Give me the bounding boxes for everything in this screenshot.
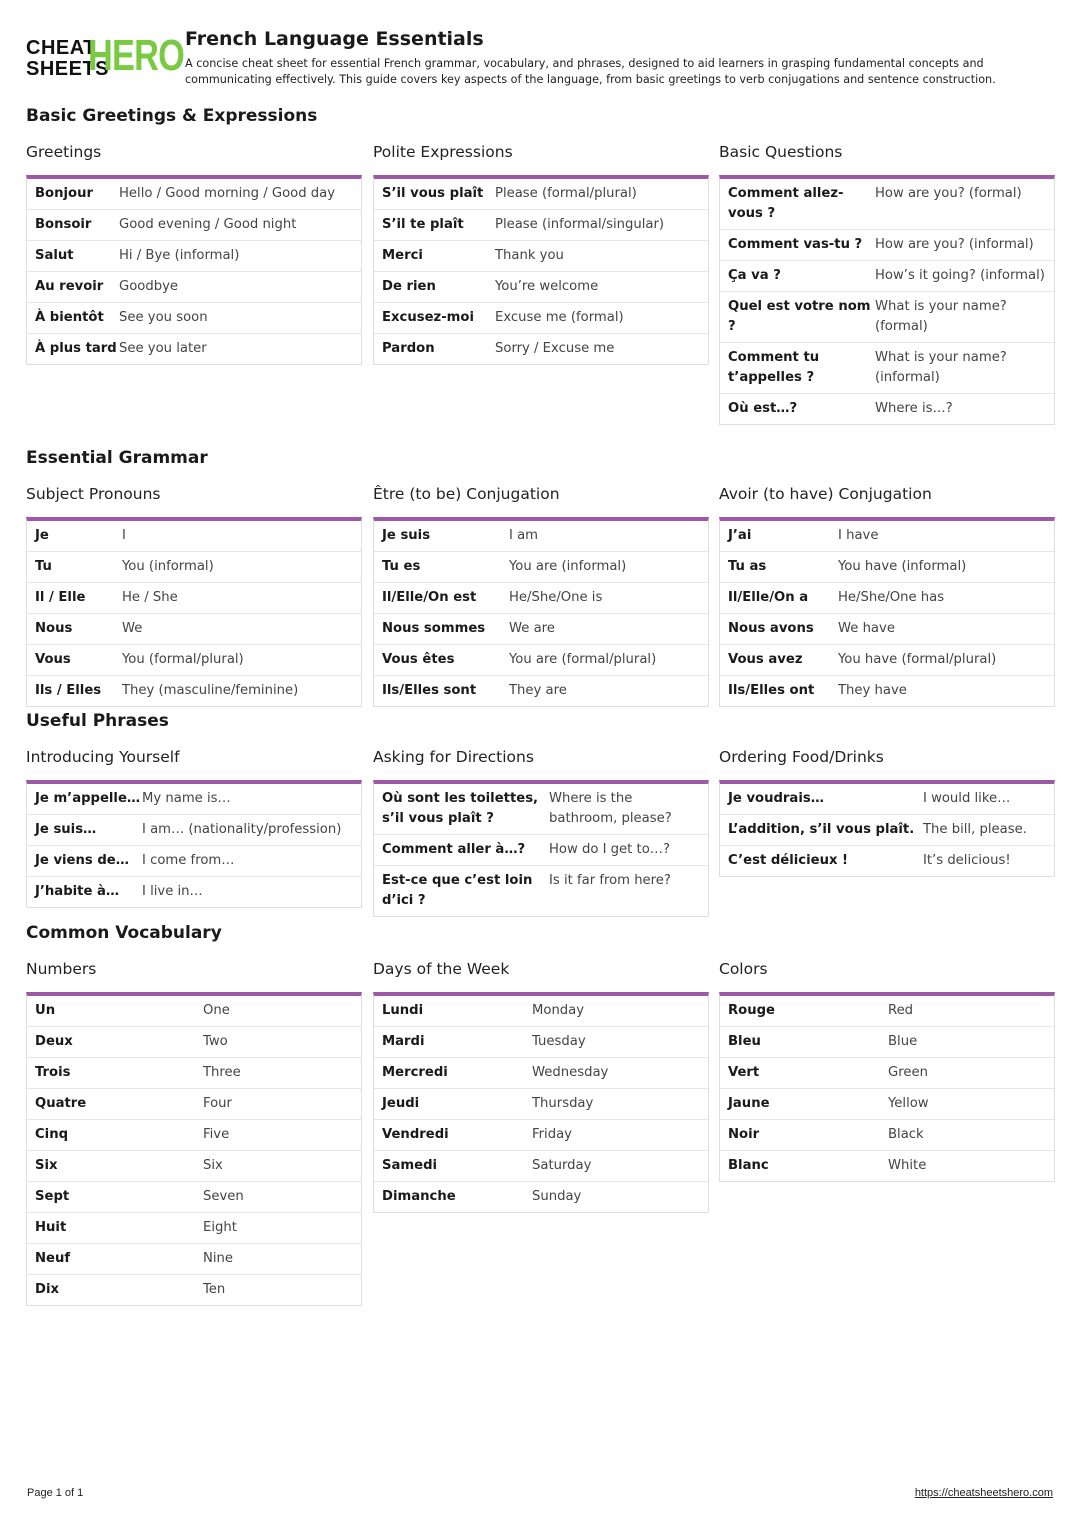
table-row [27,1213,361,1244]
section-title-vocab: Common Vocabulary [26,923,222,943]
translation-cell: I am [509,528,539,543]
translation-cell: Sunday [532,1189,582,1204]
table-row [27,583,361,614]
term-cell: Jaune [728,1096,770,1111]
translation-cell: How are you? (formal) [875,186,1022,201]
card-title: Introducing Yourself [26,748,180,766]
table-row [374,241,708,272]
card-table [26,780,362,908]
translation-cell: Where is…? [875,401,953,416]
translation-cell: See you later [119,341,207,356]
translation-cell: Black [888,1127,924,1142]
card-title: Colors [719,960,768,978]
term-cell: Vendredi [382,1127,449,1142]
table-row [27,1027,361,1058]
table-row [720,1151,1054,1181]
translation-cell: Wednesday [532,1065,609,1080]
table-row [27,272,361,303]
card-title: Days of the Week [373,960,510,978]
table-row [27,996,361,1027]
table-row [720,815,1054,846]
translation-cell: Thank you [495,248,564,263]
term-cell: Blanc [728,1158,769,1173]
translation-cell: It’s delicious! [923,853,1011,868]
term-cell: Vous avez [728,652,803,667]
card-colors [719,957,1055,1182]
term-cell: Salut [35,248,74,263]
table-row [27,303,361,334]
table-row [27,1275,361,1305]
translation-cell: We are [509,621,555,636]
card-basic-questions [719,140,1055,425]
term-cell: Huit [35,1220,67,1235]
table-row [720,292,1054,343]
translation-cell: Hi / Bye (informal) [119,248,240,263]
term-cell: Six [35,1158,58,1173]
table-row [374,583,708,614]
table-row [720,1027,1054,1058]
section-title-grammar: Essential Grammar [26,448,208,468]
term-cell: Il/Elle/On a [728,590,809,605]
term-cell: L’addition, s’il vous plaît. [728,822,915,837]
table-row [27,334,361,364]
table-row [374,1058,708,1089]
translation-cell: Ten [203,1282,226,1297]
term-cell: Tu [35,559,52,574]
term-cell: Deux [35,1034,73,1049]
translation-cell: Tuesday [532,1034,586,1049]
term-cell: Est-ce que c’est loin d’ici ? [382,873,533,908]
card-title: Polite Expressions [373,143,513,161]
translation-cell: He / She [122,590,178,605]
logo-sheets: SHEETS [26,58,110,80]
translation-cell: I am… (nationality/profession) [142,822,342,837]
translation-cell: Blue [888,1034,918,1049]
translation-cell: You’re welcome [495,279,599,294]
table-row [27,241,361,272]
term-cell: Nous [35,621,73,636]
term-cell: Jeudi [382,1096,420,1111]
card-title: Basic Questions [719,143,843,161]
term-cell: Bonsoir [35,217,92,232]
translation-cell: One [203,1003,230,1018]
page-number: Page 1 of 1 [27,1487,84,1499]
term-cell: Nous sommes [382,621,486,636]
card-table [719,780,1055,877]
translation-cell: I have [838,528,879,543]
term-cell: Je suis… [35,822,97,837]
translation-cell: The bill, please. [923,822,1027,837]
table-row [374,1027,708,1058]
card-introducing-yourself [26,745,362,908]
term-cell: Comment vas-tu ? [728,237,863,252]
page-title: French Language Essentials [185,28,484,50]
translation-cell: He/She/One has [838,590,945,605]
term-cell: Dix [35,1282,59,1297]
card-numbers [26,957,362,1306]
term-cell: Je [35,528,49,543]
translation-cell: Good evening / Good night [119,217,297,232]
translation-cell: I come from… [142,853,235,868]
table-row [720,784,1054,815]
card-title: Greetings [26,143,102,161]
translation-cell: Sorry / Excuse me [495,341,615,356]
card-asking-directions [373,745,709,917]
translation-cell: Three [203,1065,241,1080]
table-row [374,614,708,645]
card-days-of-week [373,957,709,1213]
card-table [26,517,362,707]
translation-cell: We have [838,621,895,636]
translation-cell: Two [203,1034,228,1049]
table-row [374,179,708,210]
term-cell: Quel est votre nom ? [728,299,871,334]
translation-cell: I live in… [142,884,203,899]
translation-cell: Eight [203,1220,237,1235]
term-cell: Cinq [35,1127,69,1142]
table-row [374,272,708,303]
translation-cell: Please (informal/singular) [495,217,665,232]
term-cell: Noir [728,1127,760,1142]
section-title-greetings: Basic Greetings & Expressions [26,106,318,126]
term-cell: À bientôt [35,310,104,325]
translation-cell: How are you? (informal) [875,237,1034,252]
translation-cell: I [122,528,126,543]
term-cell: Vert [728,1065,760,1080]
table-row [27,645,361,676]
table-row [27,846,361,877]
table-row [374,1151,708,1182]
card-title: Être (to be) Conjugation [373,485,560,503]
table-row [374,645,708,676]
table-row [27,815,361,846]
term-cell: Nous avons [728,621,814,636]
translation-cell: Nine [203,1251,234,1266]
table-row [720,645,1054,676]
translation-cell: Please (formal/plural) [495,186,637,201]
card-table [373,992,709,1213]
term-cell: Vous [35,652,71,667]
term-cell: Comment tu t’appelles ? [728,350,820,385]
term-cell: Ils/Elles ont [728,683,815,698]
term-cell: Neuf [35,1251,71,1266]
term-cell: Pardon [382,341,435,356]
card-polite-expressions [373,140,709,365]
card-table [719,992,1055,1182]
table-row [27,877,361,907]
card-subject-pronouns [26,482,362,707]
term-cell: Bleu [728,1034,761,1049]
term-cell: Je voudrais… [728,791,824,806]
table-row [27,1182,361,1213]
cheatsheetshero-logo[interactable] [26,31,185,80]
table-row [374,334,708,364]
translation-cell: You have (informal) [838,559,967,574]
table-row [720,1058,1054,1089]
translation-cell: Excuse me (formal) [495,310,624,325]
translation-cell: Is it far from here? [549,873,671,888]
card-etre-conjugation [373,482,709,707]
translation-cell: You (formal/plural) [122,652,244,667]
table-row [374,866,708,916]
translation-cell: White [888,1158,927,1173]
term-cell: Comment aller à…? [382,842,526,857]
translation-cell: He/She/One is [509,590,603,605]
term-cell: S’il te plaît [382,217,464,232]
term-cell: Quatre [35,1096,87,1111]
term-cell: C’est délicieux ! [728,853,849,868]
term-cell: Bonjour [35,186,93,201]
table-row [374,1089,708,1120]
table-row [27,1244,361,1275]
translation-cell: Yellow [888,1096,929,1111]
term-cell: Il/Elle/On est [382,590,477,605]
table-row [27,784,361,815]
table-row [720,996,1054,1027]
translation-cell: Monday [532,1003,585,1018]
card-title: Avoir (to have) Conjugation [719,485,932,503]
card-title: Ordering Food/Drinks [719,748,884,766]
table-row [27,614,361,645]
term-cell: J’ai [728,528,752,543]
translation-cell: Five [203,1127,230,1142]
term-cell: Mercredi [382,1065,448,1080]
term-cell: Où est…? [728,401,798,416]
term-cell: Merci [382,248,423,263]
translation-cell: Goodbye [119,279,179,294]
table-row [27,1058,361,1089]
translation-cell: How do I get to…? [549,842,670,857]
table-row [720,1120,1054,1151]
term-cell: J’habite à… [35,884,120,899]
card-greetings [26,140,362,365]
table-row [720,676,1054,706]
table-row [374,552,708,583]
translation-cell: I would like… [923,791,1011,806]
table-row [27,552,361,583]
translation-cell: Red [888,1003,914,1018]
translation-cell: What is your name? (informal) [875,350,1007,385]
table-row [374,1182,708,1212]
translation-cell: How’s it going? (informal) [875,268,1045,283]
term-cell: Tu as [728,559,767,574]
card-table [26,992,362,1306]
table-row [720,614,1054,645]
translation-cell: See you soon [119,310,208,325]
translation-cell: Six [203,1158,223,1173]
table-row [27,521,361,552]
page-header [26,28,1056,90]
table-row [720,230,1054,261]
term-cell: Ils / Elles [35,683,102,698]
table-row [720,583,1054,614]
table-row [720,552,1054,583]
term-cell: Tu es [382,559,421,574]
term-cell: S’il vous plaît [382,186,484,201]
translation-cell: They (masculine/feminine) [122,683,299,698]
translation-cell: Four [203,1096,232,1111]
term-cell: Mardi [382,1034,425,1049]
term-cell: Excusez-moi [382,310,474,325]
translation-cell: They have [838,683,907,698]
logo-cheat: CHEAT [26,37,96,59]
table-row [27,210,361,241]
table-row [27,179,361,210]
table-row [374,1120,708,1151]
term-cell: Je suis [382,528,431,543]
translation-cell: Seven [203,1189,244,1204]
term-cell: Ils/Elles sont [382,683,477,698]
translation-cell: Thursday [532,1096,594,1111]
table-row [374,210,708,241]
term-cell: Un [35,1003,56,1018]
term-cell: Je m’appelle… [35,791,141,806]
card-table [373,517,709,707]
term-cell: Ça va ? [728,268,781,283]
table-row [720,179,1054,230]
card-table [373,175,709,365]
table-row [27,1151,361,1182]
term-cell: Vous êtes [382,652,455,667]
term-cell: Au revoir [35,279,104,294]
translation-cell: You are (formal/plural) [509,652,657,667]
translation-cell: What is your name? (formal) [875,299,1007,334]
translation-cell: We [122,621,143,636]
term-cell: Lundi [382,1003,424,1018]
card-title: Subject Pronouns [26,485,161,503]
term-cell: Où sont les toilettes, s’il vous plaît ? [382,791,539,826]
translation-cell: You have (formal/plural) [838,652,997,667]
table-row [720,343,1054,394]
term-cell: Sept [35,1189,70,1204]
translation-cell: Where is the bathroom, please? [549,791,672,826]
term-cell: Il / Elle [35,590,86,605]
term-cell: Rouge [728,1003,775,1018]
translation-cell: You (informal) [122,559,214,574]
translation-cell: Saturday [532,1158,592,1173]
term-cell: Dimanche [382,1189,456,1204]
table-row [720,261,1054,292]
table-row [27,1120,361,1151]
translation-cell: Friday [532,1127,572,1142]
table-row [374,521,708,552]
table-row [27,676,361,706]
table-row [27,1089,361,1120]
card-table [373,780,709,917]
translation-cell: My name is… [142,791,231,806]
table-row [720,846,1054,876]
card-title: Numbers [26,960,97,978]
translation-cell: Hello / Good morning / Good day [119,186,336,201]
table-row [720,521,1054,552]
term-cell: Comment allez-vous ? [728,186,844,221]
translation-cell: You are (informal) [509,559,627,574]
table-row [374,303,708,334]
term-cell: Je viens de… [35,853,129,868]
card-table [26,175,362,365]
table-row [374,835,708,866]
card-avoir-conjugation [719,482,1055,707]
page-description: A concise cheat sheet for essential French grammar, vocabulary, and phrases, designed to aid learners in grasping fundamental concepts and communicating effectively. This guide covers key aspects of the language, from basic greetings to verb conjugations and sentence construction. [185,57,996,86]
section-title-phrases: Useful Phrases [26,711,169,731]
table-row [374,996,708,1027]
term-cell: De rien [382,279,436,294]
logo-hero: HERO [88,31,185,80]
term-cell: Trois [35,1065,71,1080]
table-row [374,784,708,835]
card-ordering-food [719,745,1055,877]
card-title: Asking for Directions [373,748,534,766]
term-cell: À plus tard [35,341,117,356]
translation-cell: They are [509,683,567,698]
card-table [719,517,1055,707]
site-link[interactable]: https://cheatsheetshero.com [914,1487,1053,1499]
table-row [374,676,708,706]
term-cell: Samedi [382,1158,438,1173]
translation-cell: Green [888,1065,928,1080]
table-row [720,1089,1054,1120]
card-table [719,175,1055,425]
table-row [720,394,1054,424]
